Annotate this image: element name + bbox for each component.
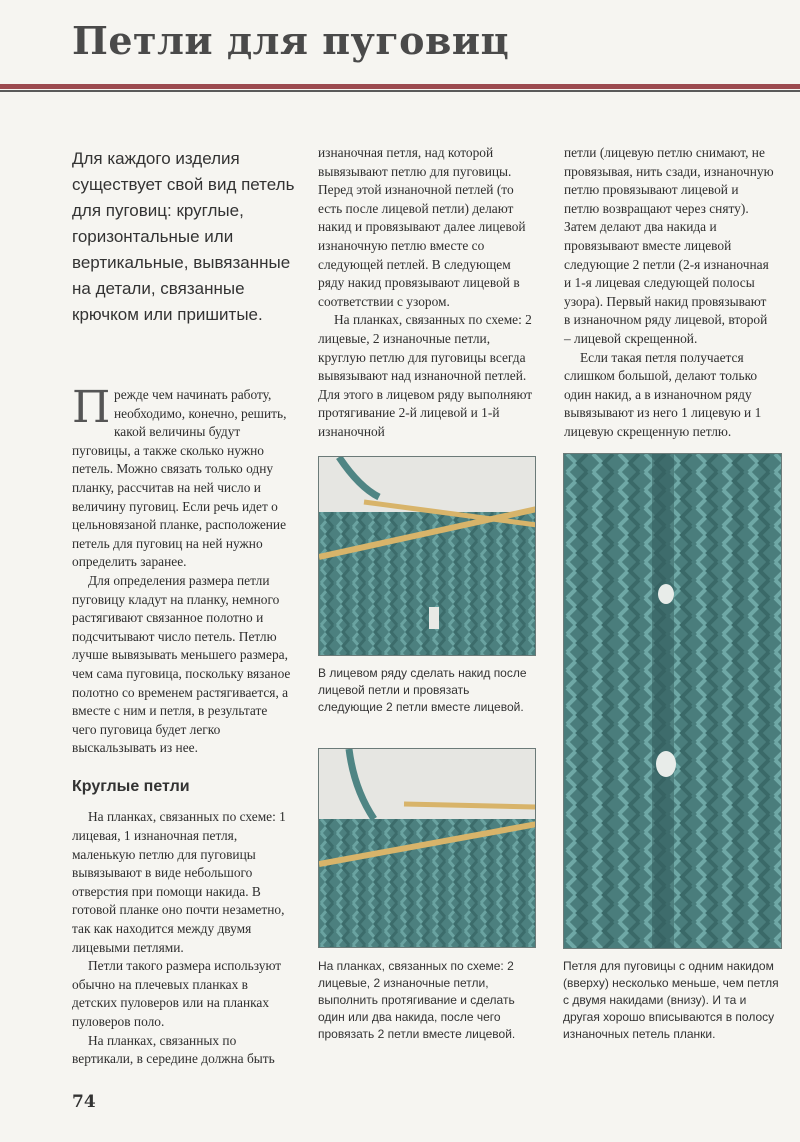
col3-paragraph-2: Если такая петля получается слишком большой, делают только один накид, а в изнаночном ряду вывязывают из него 1 лицевую и 1 лицевую скрещенную петлю.	[564, 349, 762, 439]
paragraph-3: На планках, связанных по схеме: 1 лицевая, 1 изнаночная петля, маленькую петлю для пуговицы вывязывают в виде небольшого отверстия при помощи накида. В готовой планке оно почти незаметно, так как находится между двумя лицевыми петлями.	[72, 809, 286, 955]
col2-paragraph-1: изнаночная петля, над которой вывязывают петлю для пуговицы. Перед этой изнаночной петлей (то есть после лицевой петли) делают накид и провязывают далее лицевой изнаночную петлю вместе со следующей петлей. В следующем ряду накид провязывают лицевой в соответствии с узором.	[318, 145, 526, 309]
paragraph-1-text: режде чем начинать работу, необходимо, конечно, решить, какой величины будут пуговицы, а также сколько нужно петель. Можно связать только одну планку, рассчитав на ней число и величину пуговиц. Если речь идет о цельновязаной планке, расположение петель для пуговиц на ней нужно определить заранее.	[72, 387, 287, 570]
col3-paragraph-1: петли (лицевую петлю снимают, не провязывая, нить сзади, изнаночную петлю провязывают лицевой и петлю возвращают через сняту). Затем делают два накида и провязывают вместе лицевой следующие 2 петли (2-я изнаночная и 1-я лицевая следующей полосы узора). Первый накид провязывают в изнаночном ряду лицевой, второй – лицевой скрещенной.	[564, 145, 774, 346]
title-rule-thin	[0, 90, 800, 92]
title-rule	[0, 84, 800, 89]
paragraph-2: Для определения размера петли пуговицу кладут на планку, немного растягивают связанное полотно и подсчитывают число петель. Петлю лучше вывязывать меньшего размера, чем сама пуговица, поскольку вязаное полотно со временем растягивается, а вместе с ним и петля, в результате чего пуговица будет легко выскальзывать из нее.	[72, 572, 291, 756]
column-2	[318, 144, 540, 442]
page-title: Петли для пуговиц	[72, 18, 510, 63]
caption-2: На планках, связанных по схеме: 2 лицевые, 2 изнаночные петли, выполнить протягивание и сделать один или два накида, после чего провязать 2 петли вместе лицевой.	[318, 959, 516, 1041]
paragraph-5: На планках, связанных по вертикали, в середине должна быть	[72, 1032, 275, 1067]
knitting-photo-3	[563, 453, 782, 949]
col2-paragraph-2: На планках, связанных по схеме: 2 лицевые, 2 изнаночные петли, круглую петлю для пуговицы всегда вывязывают над изнаночной петлей. Для этого в лицевом ряду выполняют протягивание 2-й лицевой и 1-й изнаночной	[318, 312, 533, 439]
knitting-photo-2	[318, 748, 536, 948]
caption-1: В лицевом ряду сделать накид после лицевой петли и провязать следующие 2 петли вместе лицевой.	[318, 666, 527, 714]
intro-text: Для каждого изделия существует свой вид петель для пуговиц: круглые, горизонтальные или вертикальные, вывязанные на детали, связанные крючком или пришитые.	[72, 149, 295, 324]
caption-3: Петля для пуговицы с одним накидом (вверху) несколько меньше, чем петля с двумя накидами (внизу). И та и другая хорошо вписываются в полосу изнаночных петель планки.	[563, 959, 779, 1041]
paragraph-1	[72, 382, 294, 572]
subheading-round-loops: Круглые петли	[72, 777, 190, 795]
knitting-photo-1	[318, 456, 536, 656]
column-3	[564, 144, 776, 442]
paragraph-4: Петли такого размера используют обычно на плечевых планках в детских пуловеров или на планках пуловеров поло.	[72, 958, 282, 1029]
drop-cap: П	[72, 382, 111, 433]
column-1	[72, 382, 294, 1069]
page-number: 74	[72, 1092, 96, 1112]
